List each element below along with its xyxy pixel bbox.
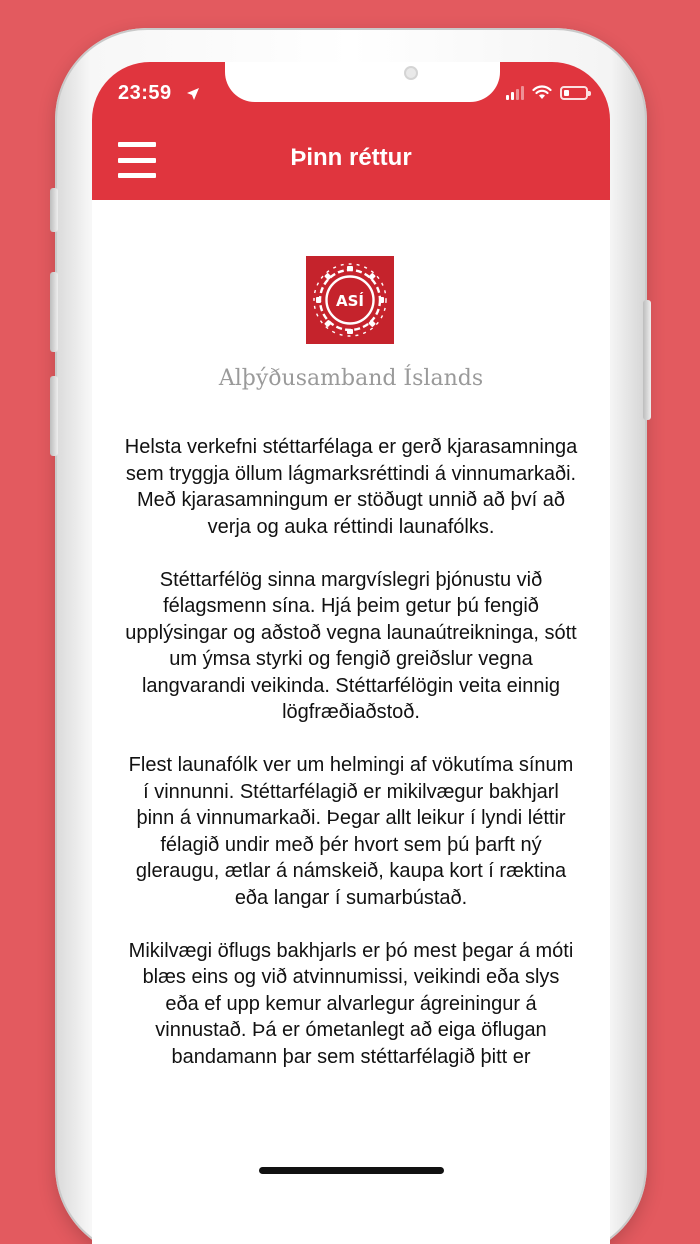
volume-down-button [50, 376, 58, 456]
paragraph: Flest launafólk ver um helmingi af vökutíma sínum í vinnunni. Stéttarfélagið er mikilvægur bakhjarl þinn á vinnumarkaði. Þegar allt leikur í lyndi léttir félagið undir með þér hvort sem þú þarft ný gleraugu, ætlar á námskeið, kaupa kort í ræktina eða langar í sumarbústað. [128, 754, 574, 909]
app-screen [92, 62, 610, 1244]
battery-icon [560, 86, 588, 100]
asi-chain-gear-logo-icon [306, 256, 394, 344]
asi-logo [306, 256, 394, 344]
organization-name: Alþýðusamband Íslands [218, 366, 484, 391]
power-button [643, 300, 651, 420]
front-camera [404, 66, 418, 80]
page-title: Þinn réttur [290, 144, 412, 171]
logo-text: ASÍ [336, 292, 364, 310]
info-text [124, 434, 578, 1097]
paragraph: Stéttarfélög sinna margvíslegri þjónustu við félagsmenn sína. Hjá þeim getur þú fengið upplýsingar og aðstoð vegna launaútreikninga, sótt um ýmsa styrki og fengið greiðslur vegna langvarandi veikinda. Stéttarfélögin veita einnig lögfræðiaðstoð. [125, 568, 577, 723]
home-indicator[interactable] [259, 1167, 444, 1174]
cellular-signal-icon [506, 86, 524, 100]
status-icons [506, 85, 588, 100]
notch [225, 62, 500, 102]
wifi-icon [532, 85, 552, 100]
location-arrow-icon [186, 87, 200, 101]
paragraph: Helsta verkefni stéttarfélaga er gerð kjarasamninga sem tryggja öllum lágmarksréttindi á vinnumarkaði. Með kjarasamningum er stöðugt unnið að því að verja og auka réttindi launafólks. [124, 436, 578, 538]
mute-switch [50, 188, 58, 232]
volume-up-button [50, 272, 58, 352]
paragraph: Mikilvægi öflugs bakhjarls er þó mest þegar á móti blæs eins og við atvinnumissi, veikindi eða slys eða ef upp kemur alvarlegur ágreiningur á vinnustað. Þá er ómetanlegt að eiga öflugan bandamann þar sem stéttarfélagið þitt er [128, 939, 574, 1068]
status-time: 23:59 [118, 82, 172, 104]
